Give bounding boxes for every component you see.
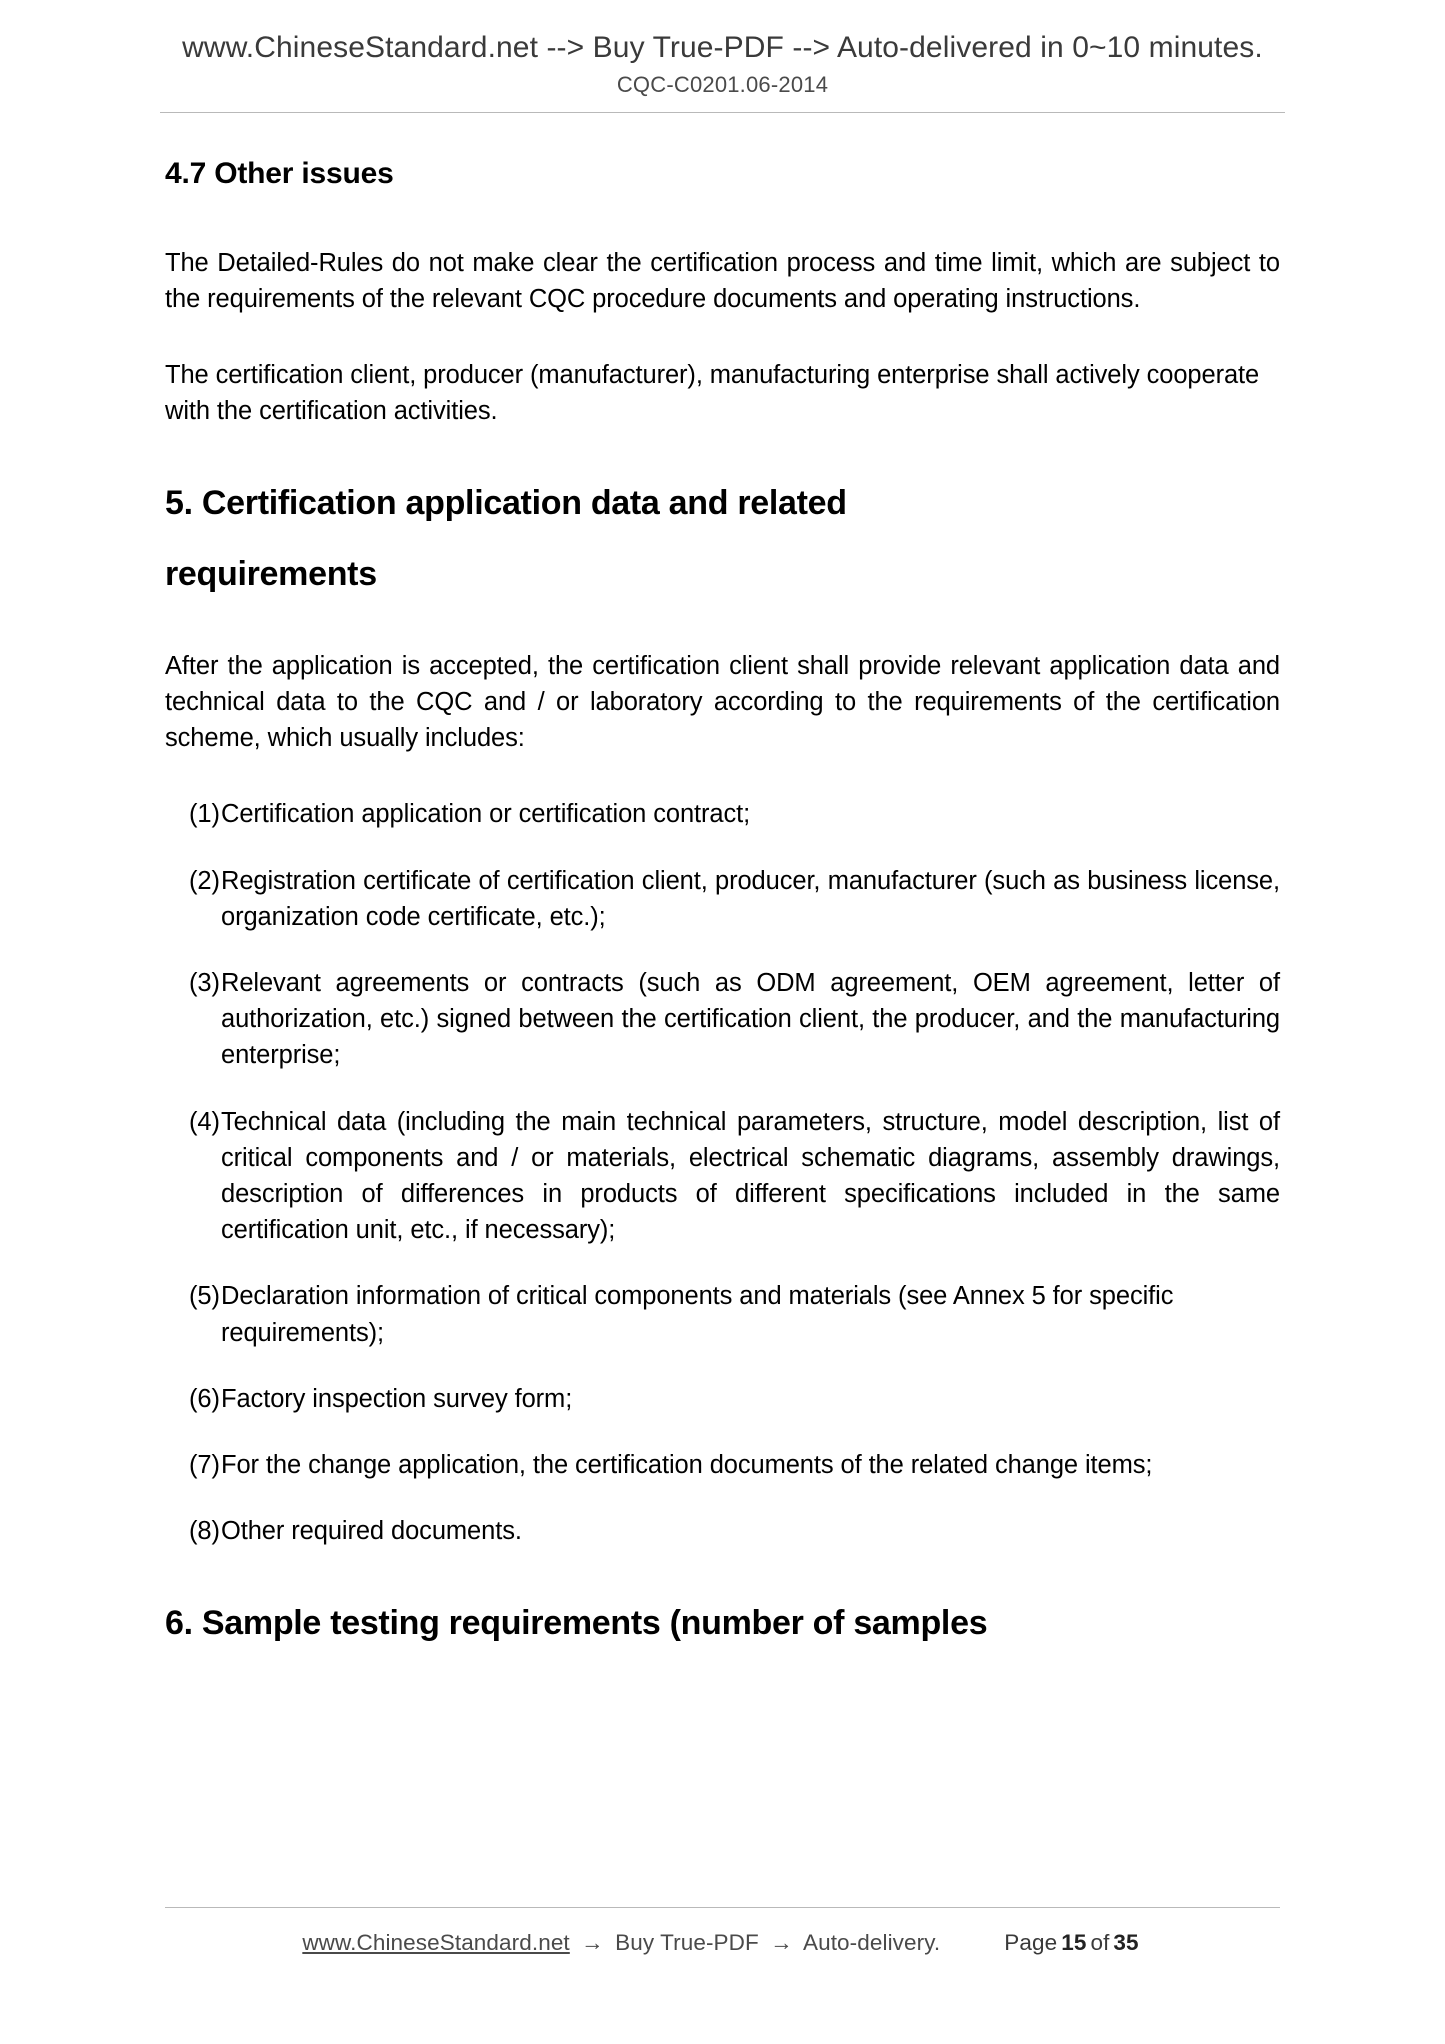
- list-item-text: Technical data (including the main technical parameters, structure, model description, list of critical components and / or materials, electrical schematic diagrams, assembly drawings, description of differences in products of different specifications included in the same certification unit, etc., if necessary);: [221, 1107, 1280, 1245]
- list-item: [165, 1278, 1280, 1350]
- footer-divider: [165, 1907, 1280, 1908]
- list-item: [165, 863, 1280, 935]
- spacer: [165, 596, 1280, 648]
- list-item-text: Certification application or certification contract;: [221, 800, 751, 829]
- heading-5-line-1: 5. Certification application data and related: [165, 484, 847, 523]
- list-item-text: Registration certificate of certification client, producer, manufacturer (such as business license, organization code certificate, etc.);: [221, 866, 1280, 931]
- footer-left-group: [302, 1930, 940, 1956]
- requirements-list: [165, 796, 1280, 1549]
- paragraph-certification-client: The certification client, producer (manufacturer), manufacturing enterprise shall actively cooperate with the certification activities.: [165, 360, 1260, 426]
- list-item: [165, 1447, 1280, 1483]
- heading-4-7-other-issues: 4.7 Other issues: [165, 157, 394, 190]
- footer-delivery-text: Auto-delivery.: [802, 1930, 941, 1955]
- spacer: [165, 1549, 1280, 1601]
- list-item-text: Relevant agreements or contracts (such as ODM agreement, OEM agreement, letter of authorization, etc.) signed between the certification client, the producer, and the manufacturing enterprise;: [221, 968, 1280, 1070]
- heading-5-certification-application-data: [165, 481, 1280, 595]
- total-pages: 35: [1113, 1930, 1139, 1955]
- header-promo-text: www.ChineseStandard.net --> Buy True-PDF --> Auto-delivered in 0~10 minutes.: [182, 31, 1263, 64]
- page-label: Page: [1004, 1930, 1058, 1955]
- list-item: [165, 796, 1280, 832]
- list-item-marker: (6): [189, 1384, 220, 1413]
- list-item-text: Other required documents.: [221, 1517, 522, 1546]
- page-footer: [165, 1907, 1280, 1956]
- list-item-marker: (5): [189, 1282, 220, 1311]
- paragraph-detailed-rules: The Detailed-Rules do not make clear the certification process and time limit, which are subject to the requirements of the relevant CQC procedure documents and operating instructions.: [165, 248, 1280, 313]
- header-standard-number: CQC-C0201.06-2014: [616, 72, 829, 97]
- list-item: [165, 965, 1280, 1074]
- footer-buy-text: Buy True-PDF: [615, 1930, 759, 1955]
- list-item-marker: (2): [189, 866, 220, 895]
- heading-5-line-2: requirements: [165, 554, 377, 593]
- spacer: [165, 429, 1280, 481]
- arrow-right-icon: →: [581, 1930, 604, 1955]
- footer-site-link[interactable]: www.ChineseStandard.net: [302, 1930, 570, 1955]
- spacer: [165, 193, 1280, 245]
- list-item-marker: (7): [189, 1450, 220, 1479]
- footer-row: [165, 1930, 1280, 1956]
- list-item-text: Factory inspection survey form;: [221, 1384, 573, 1413]
- page-number: 15: [1061, 1930, 1087, 1955]
- list-item-marker: (1): [189, 800, 220, 829]
- list-item: [165, 1513, 1280, 1549]
- list-item-marker: (8): [189, 1517, 220, 1546]
- page-indicator: [1004, 1930, 1142, 1956]
- list-item-text: For the change application, the certification documents of the related change items;: [221, 1450, 1153, 1479]
- spacer: [165, 756, 1280, 796]
- list-item-marker: (4): [189, 1107, 220, 1136]
- heading-6-sample-testing-requirements: [165, 1601, 1280, 1645]
- list-item-marker: (3): [189, 968, 220, 997]
- arrow-right-icon: →: [770, 1930, 793, 1955]
- document-body: [165, 113, 1280, 1646]
- paragraph-after-application-accepted: After the application is accepted, the certification client shall provide relevant application data and technical data to the CQC and / or laboratory according to the requirements of the certification scheme, which usually includes:: [165, 651, 1280, 753]
- spacer: [165, 317, 1280, 357]
- heading-6-line-1: 6. Sample testing requirements (number of samples: [165, 1604, 988, 1643]
- of-label: of: [1090, 1930, 1110, 1955]
- list-item: [165, 1104, 1280, 1249]
- list-item-text: Declaration information of critical components and materials (see Annex 5 for specific requirements);: [221, 1282, 1174, 1347]
- list-item: [165, 1381, 1280, 1417]
- page-header: [0, 0, 1445, 113]
